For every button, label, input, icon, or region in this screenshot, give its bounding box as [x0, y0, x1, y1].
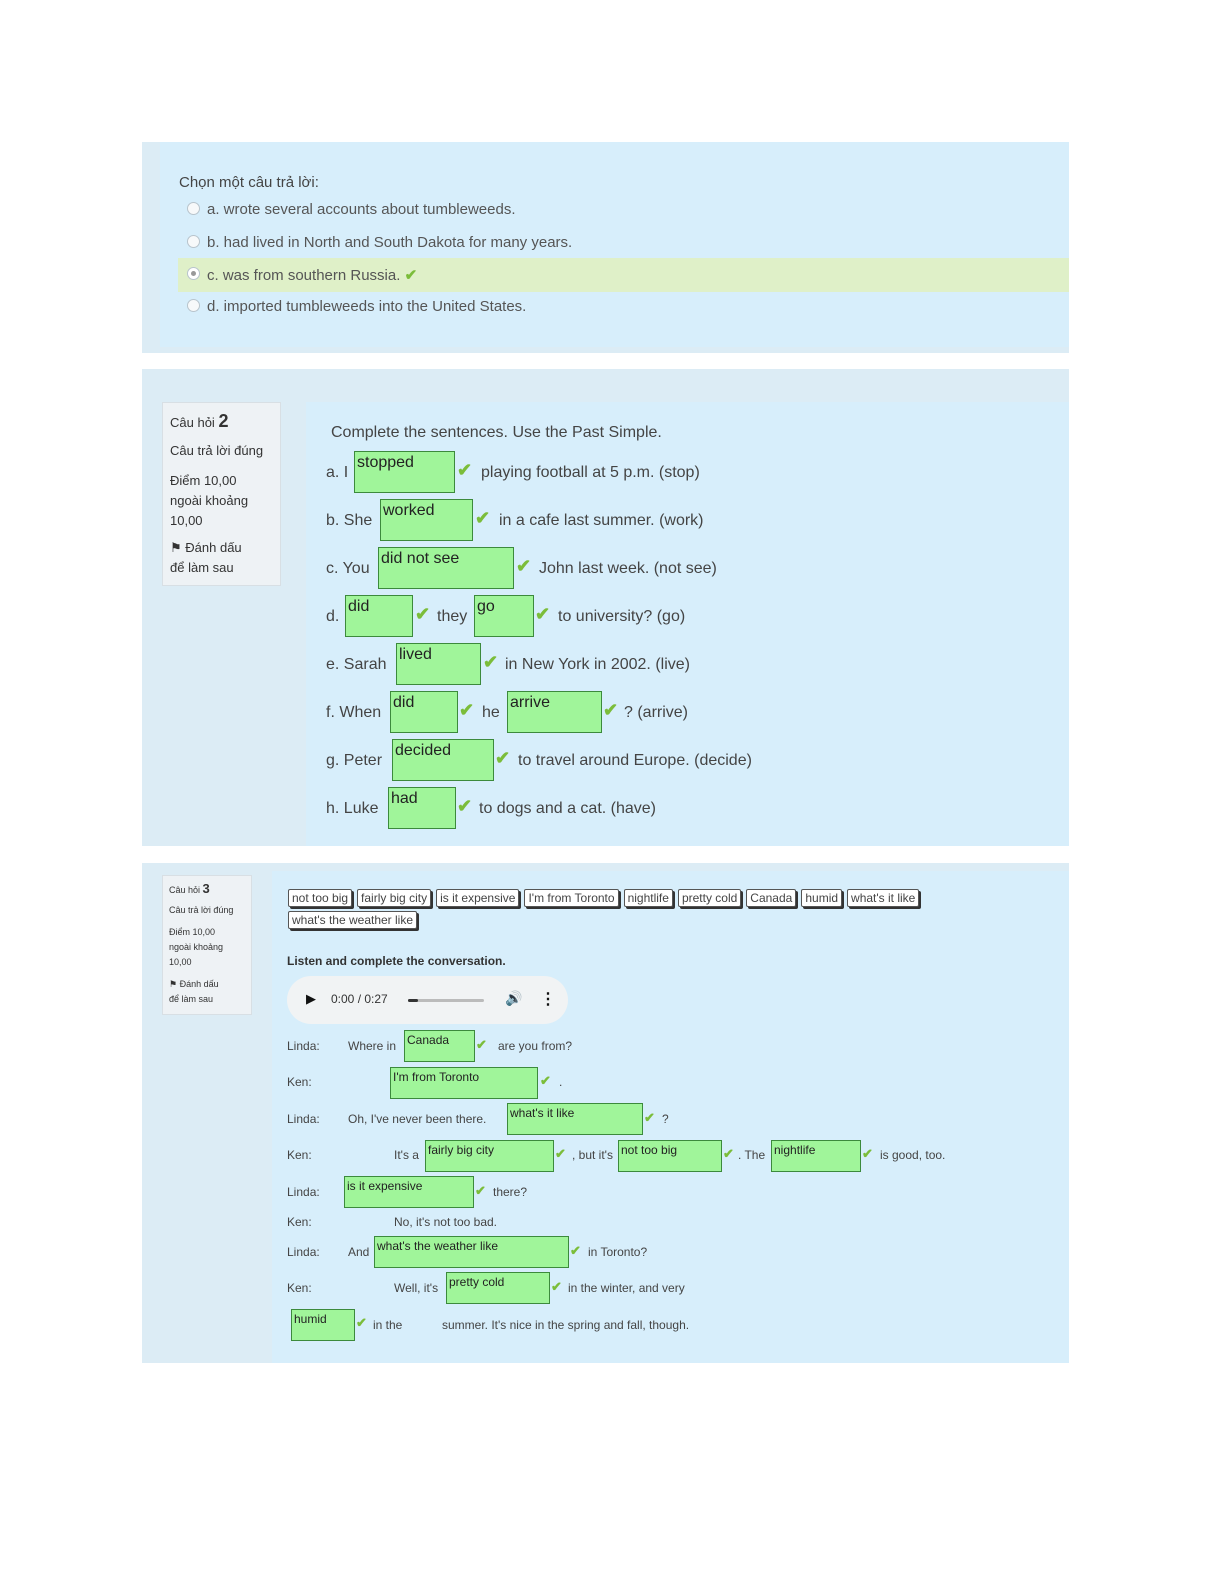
question-out-of: ngoài khoảng: [170, 493, 249, 508]
answer-f2-input[interactable]: arrive: [507, 691, 602, 733]
option-c-label[interactable]: [207, 266, 417, 284]
question-3-content: [272, 871, 1069, 1363]
answer-b-input[interactable]: worked: [380, 499, 473, 541]
option-c-text: c. was from southern Russia.: [207, 267, 401, 284]
flag-question-link[interactable]: [170, 540, 242, 556]
drag-tile[interactable]: nightlife: [624, 889, 673, 907]
check-icon: ✔: [516, 556, 532, 576]
question-number-value: 3: [202, 881, 210, 896]
question-status: Câu trả lời đúng: [170, 443, 264, 458]
question-2-panel: [142, 369, 1069, 846]
dialog-l4-post: in Toronto?: [588, 1245, 648, 1259]
check-icon: ✔: [551, 1279, 562, 1294]
answer-not-too-big[interactable]: not too big: [618, 1140, 722, 1172]
flag-question-link[interactable]: [169, 979, 219, 990]
check-icon: ✔: [862, 1146, 873, 1161]
answer-g-input[interactable]: decided: [392, 739, 494, 781]
question-1-panel: [142, 142, 1069, 353]
question-status: Câu trả lời đúng: [169, 905, 234, 915]
answer-d2-input[interactable]: go: [474, 595, 534, 637]
question-1-content: [160, 142, 1069, 347]
question-label: Câu hỏi: [170, 415, 215, 430]
check-icon: ✔: [555, 1146, 566, 1161]
flag-label: Đánh dấu: [185, 540, 242, 555]
radio-option-d[interactable]: [187, 299, 200, 312]
line-a-suffix: playing football at 5 p.m. (stop): [481, 464, 700, 481]
question-2-content: [306, 402, 1069, 846]
dialog-l1-post: are you from?: [498, 1039, 573, 1053]
radio-option-a[interactable]: [187, 202, 200, 215]
q2-instruction: Complete the sentences. Use the Past Simple.: [331, 424, 662, 441]
question-max-score: 10,00: [169, 957, 192, 967]
answer-is-it-expensive[interactable]: is it expensive: [344, 1176, 474, 1208]
drag-tile[interactable]: pretty cold: [678, 889, 741, 907]
check-icon: ✔: [540, 1073, 551, 1088]
line-c-prefix: c. You: [326, 560, 370, 577]
volume-icon[interactable]: 🔊: [505, 990, 523, 1006]
speaker-ken: Ken:: [287, 1215, 312, 1229]
audio-time: 0:00 / 0:27: [331, 992, 388, 1006]
question-3-info: [162, 875, 252, 1015]
line-h-suffix: to dogs and a cat. (have): [479, 800, 656, 817]
line-f-suffix: ? (arrive): [624, 704, 689, 721]
line-e-suffix: in New York in 2002. (live): [505, 656, 690, 673]
dialog-l3-post: there?: [493, 1185, 528, 1199]
question-3-panel: [142, 863, 1069, 1363]
answer-d-input[interactable]: did: [345, 595, 413, 637]
speaker-ken: Ken:: [287, 1148, 312, 1162]
drag-tile[interactable]: fairly big city: [357, 889, 431, 907]
check-icon: ✔: [483, 652, 499, 672]
option-d-label[interactable]: d. imported tumbleweeds into the United States.: [207, 298, 527, 315]
dialog-l2-pre: Oh, I've never been there.: [348, 1112, 487, 1126]
check-icon: ✔: [570, 1243, 581, 1258]
line-f-middle: he: [482, 704, 500, 721]
dialog-k2-mid: , but it's: [572, 1148, 613, 1162]
answer-nightlife[interactable]: nightlife: [771, 1140, 861, 1172]
question-out-of: ngoài khoảng: [169, 942, 224, 952]
question-number: [170, 411, 228, 432]
answer-fairly-big-city[interactable]: fairly big city: [425, 1140, 554, 1172]
answer-f-input[interactable]: did: [390, 691, 458, 733]
drag-tiles-area: [288, 889, 1028, 933]
speaker-linda: Linda:: [287, 1245, 320, 1259]
play-icon[interactable]: ▶: [306, 991, 316, 1006]
check-icon: ✔: [535, 604, 551, 624]
check-icon: ✔: [459, 700, 475, 720]
question-2-info: [162, 402, 281, 586]
dialog-k5-post: summer. It's nice in the spring and fall, though.: [442, 1318, 690, 1332]
question-number: [169, 881, 210, 896]
check-icon: ✔: [723, 1146, 734, 1161]
flag-icon: ⚑: [170, 540, 182, 555]
answer-weather-like[interactable]: what's the weather like: [374, 1236, 569, 1268]
drag-tile[interactable]: Canada: [746, 889, 796, 907]
more-options-icon[interactable]: ⋮: [540, 991, 556, 1008]
answer-pretty-cold[interactable]: pretty cold: [446, 1272, 550, 1304]
line-d-suffix: to university? (go): [558, 608, 686, 625]
speaker-linda: Linda:: [287, 1039, 320, 1053]
line-b-prefix: b. She: [326, 512, 373, 529]
line-g-prefix: g. Peter: [326, 752, 383, 769]
dialog-k2-pre: It's a: [394, 1148, 419, 1162]
speaker-linda: Linda:: [287, 1185, 320, 1199]
answer-from-toronto[interactable]: I'm from Toronto: [390, 1067, 538, 1099]
line-f-prefix: f. When: [326, 704, 382, 721]
check-icon: ✔: [475, 1183, 486, 1198]
dialog-k4-pre: Well, it's: [394, 1281, 439, 1295]
answer-c-input[interactable]: did not see: [378, 547, 514, 589]
option-a-label[interactable]: a. wrote several accounts about tumbleweeds.: [207, 201, 516, 218]
check-icon: ✔: [404, 267, 418, 284]
question-score: Điểm 10,00: [170, 473, 237, 488]
question-score: Điểm 10,00: [169, 927, 216, 937]
question-label: Câu hỏi: [169, 885, 201, 895]
flag-label: Đánh dấu: [179, 979, 219, 989]
line-e-prefix: e. Sarah: [326, 656, 387, 673]
line-d-middle: they: [437, 608, 468, 625]
answer-whats-it-like[interactable]: what's it like: [507, 1103, 643, 1135]
check-icon: ✔: [457, 460, 473, 480]
drag-tile[interactable]: humid: [801, 889, 842, 907]
check-icon: ✔: [356, 1315, 367, 1330]
line-g-suffix: to travel around Europe. (decide): [518, 752, 752, 769]
check-icon: ✔: [457, 796, 473, 816]
check-icon: ✔: [475, 508, 491, 528]
flag-label-2[interactable]: để làm sau: [169, 994, 214, 1004]
line-b-suffix: in a cafe last summer. (work): [499, 512, 704, 529]
question-number-value: 2: [218, 411, 229, 431]
speaker-ken: Ken:: [287, 1281, 312, 1295]
radio-option-c[interactable]: [187, 267, 200, 280]
audio-player: [287, 976, 568, 1024]
dialog-l1-pre: Where in: [348, 1039, 397, 1053]
line-c-suffix: John last week. (not see): [539, 560, 717, 577]
dialog-l4-pre: And: [348, 1245, 370, 1259]
option-b-label[interactable]: b. had lived in North and South Dakota for many years.: [207, 234, 573, 251]
drag-tile[interactable]: not too big: [288, 889, 352, 907]
flag-icon: ⚑: [169, 979, 178, 989]
question-max-score: 10,00: [170, 513, 203, 528]
check-icon: ✔: [603, 700, 619, 720]
radio-option-b[interactable]: [187, 235, 200, 248]
drag-tile[interactable]: I'm from Toronto: [524, 889, 618, 907]
check-icon: ✔: [644, 1110, 655, 1125]
dialog-k5-pre: in the: [373, 1318, 403, 1332]
drag-tile[interactable]: what's the weather like: [288, 911, 417, 929]
q1-prompt: Chọn một câu trả lời:: [179, 174, 319, 191]
answer-canada[interactable]: Canada: [404, 1030, 475, 1062]
audio-progress-bar[interactable]: [408, 999, 484, 1002]
dialog-k2-mid2: . The: [738, 1148, 766, 1162]
drag-tile[interactable]: is it expensive: [436, 889, 519, 907]
answer-humid[interactable]: humid: [291, 1309, 355, 1341]
speaker-linda: Linda:: [287, 1112, 320, 1126]
drag-tile[interactable]: what's it like: [847, 889, 919, 907]
line-d-prefix: d.: [326, 608, 340, 625]
line-h-prefix: h. Luke: [326, 800, 379, 817]
dialog-k1-post: .: [559, 1075, 563, 1089]
speaker-ken: Ken:: [287, 1075, 312, 1089]
answer-a-input[interactable]: stopped: [354, 451, 455, 493]
line-a-prefix: a. I: [326, 464, 349, 481]
dialog-k2-post: is good, too.: [880, 1148, 946, 1162]
dialog-l2-post: ?: [662, 1112, 669, 1126]
answer-h-input[interactable]: had: [388, 787, 456, 829]
check-icon: ✔: [495, 748, 511, 768]
dialog-k4-post: in the winter, and very: [568, 1281, 685, 1295]
check-icon: ✔: [476, 1037, 487, 1052]
q3-instruction: Listen and complete the conversation.: [287, 954, 506, 968]
dialog-k3-text: No, it's not too bad.: [394, 1215, 498, 1229]
answer-e-input[interactable]: lived: [396, 643, 481, 685]
check-icon: ✔: [415, 604, 431, 624]
flag-label-2[interactable]: để làm sau: [170, 560, 234, 575]
